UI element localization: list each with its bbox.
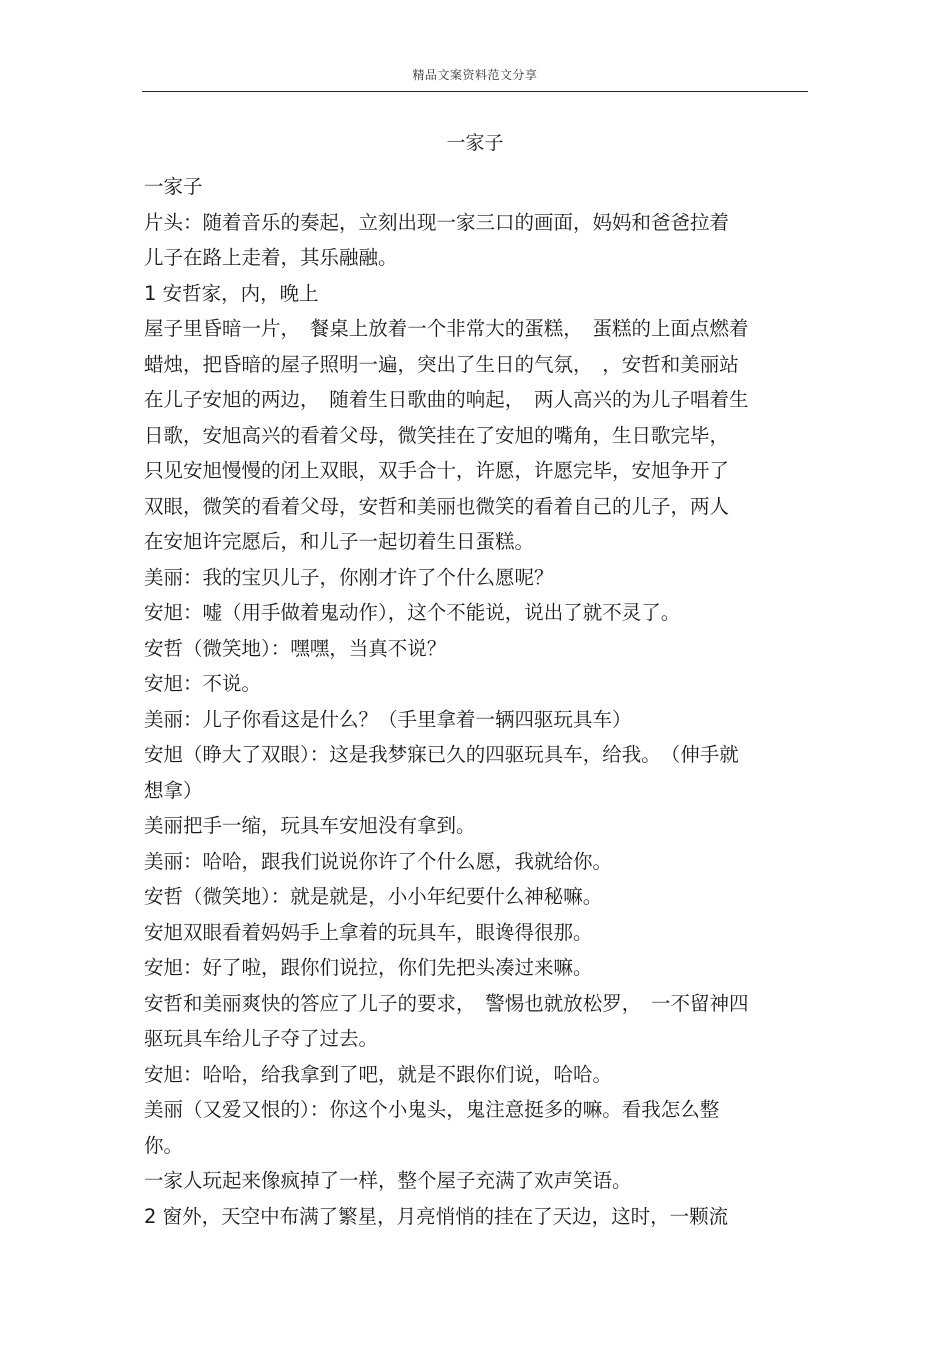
text-line: 片头：随着音乐的奏起，立刻出现一家三口的画面，妈妈和爸爸拉着	[144, 210, 730, 234]
document-body	[144, 169, 808, 1234]
text-line: 安旭：好了啦，跟你们说拉，你们先把头凑过来嘛。	[144, 956, 593, 979]
text-line: 2 窗外，天空中布满了繁星，月亮悄悄的挂在了天边，这时，一颗流	[144, 1204, 729, 1228]
text-line: 安旭：嘘（用手做着鬼动作），这个不能说，说出了就不灵了。	[144, 601, 681, 624]
text-line: 驱玩具车给儿子夺了过去。	[144, 1027, 379, 1050]
text-line: 安旭（睁大了双眼）：这是我梦寐已久的四驱玩具车，给我。 （伸手就	[144, 743, 739, 766]
text-line: 在安旭许完愿后，和儿子一起切着生日蛋糕。	[144, 530, 535, 553]
text-line: 安旭：不说。	[144, 672, 262, 695]
text-line: 美丽（又爱又恨的）：你这个小鬼头，鬼注意挺多的嘛。看我怎么整	[144, 1098, 720, 1121]
text-line: 双眼，微笑的看着父母，安哲和美丽也微笑的看着自己的儿子，两人	[144, 494, 730, 518]
text-line: 在儿子安旭的两边， 随着生日歌曲的响起， 两人高兴的为儿子唱着生	[144, 388, 749, 411]
text-line: 日歌，安旭高兴的看着父母，微笑挂在了安旭的嘴角，生日歌完毕，	[144, 423, 730, 447]
text-line: 1 安哲家，内，晚上	[144, 281, 319, 305]
text-line: 安哲和美丽爽快的答应了儿子的要求， 警惕也就放松罗， 一不留神四	[144, 991, 749, 1015]
text-line: 美丽：儿子你看这是什么？（手里拿着一辆四驱玩具车）	[144, 707, 632, 731]
text-line: 安哲（微笑地）：嘿嘿，当真不说？	[144, 636, 447, 660]
text-line: 安哲（微笑地）：就是就是，小小年纪要什么神秘嘛。	[144, 885, 603, 908]
text-line: 一家人玩起来像疯掉了一样，整个屋子充满了欢声笑语。	[144, 1169, 632, 1192]
text-line: 想拿）	[144, 778, 203, 802]
text-line: 你。	[144, 1133, 184, 1157]
text-line: 儿子在路上走着，其乐融融。	[144, 246, 398, 269]
text-line: 安旭双眼看着妈妈手上拿着的玩具车，眼谗得很那。	[144, 920, 593, 944]
document-title: 一家子	[446, 132, 504, 154]
text-line: 屋子里昏暗一片， 餐桌上放着一个非常大的蛋糕， 蛋糕的上面点燃着	[144, 317, 749, 340]
text-line: 安旭：哈哈，给我拿到了吧，就是不跟你们说，哈哈。	[144, 1062, 613, 1086]
text-line: 只见安旭慢慢的闭上双眼，双手合十，许愿，许愿完毕，安旭争开了	[144, 459, 730, 482]
page-header: 精品文案资料范文分享	[412, 68, 538, 82]
text-line: 美丽：我的宝贝儿子，你刚才许了个什么愿呢？	[144, 565, 554, 589]
text-line: 蜡烛，把昏暗的屋子照明一遍，突出了生日的气氛， ，安哲和美丽站	[144, 352, 739, 376]
text-line: 美丽：哈哈，跟我们说说你许了个什么愿，我就给你。	[144, 849, 613, 873]
header-divider	[142, 91, 808, 92]
text-line: 一家子	[144, 175, 203, 198]
text-line: 美丽把手一缩，玩具车安旭没有拿到。	[144, 814, 476, 837]
